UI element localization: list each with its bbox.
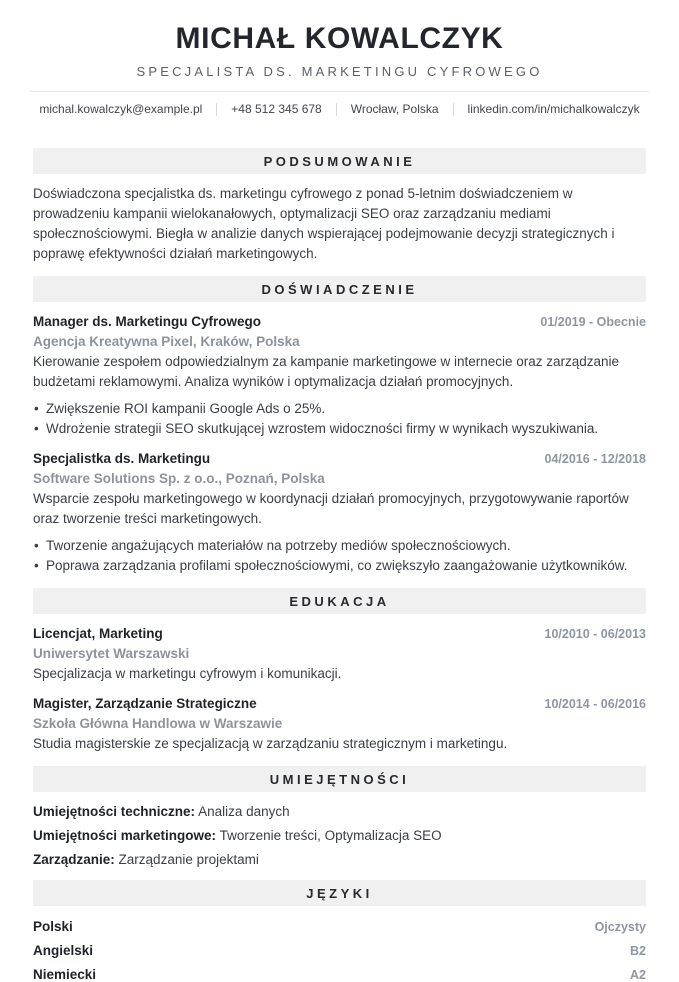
job-dates: 04/2016 - 12/2018	[544, 452, 646, 466]
bullet-item: • Poprawa zarządzania profilami społecznościowymi, co zwiększyło zaangażowanie użytkowników.	[33, 556, 646, 576]
language-name: Polski	[33, 919, 73, 934]
school-name: Szkoła Główna Handlowa w Warszawie	[33, 716, 283, 731]
skills-row	[33, 804, 646, 820]
section-header-bar	[33, 276, 646, 302]
job-role: Manager ds. Marketingu Cyfrowego	[33, 314, 262, 329]
skill-values: Zarządzanie projektami	[118, 852, 259, 867]
contact-separator	[336, 103, 337, 116]
language-row	[33, 919, 646, 934]
education-entry	[33, 626, 646, 684]
language-row	[33, 967, 646, 982]
degree-title: Magister, Zarządzanie Strategiczne	[33, 696, 257, 711]
experience-entry	[33, 451, 646, 576]
contact-email: michal.kowalczyk@example.pl	[39, 102, 203, 116]
section-summary	[0, 148, 679, 264]
section-title-education: EDUKACJA	[289, 593, 390, 609]
contact-linkedin: linkedin.com/in/michalkowalczyk	[467, 102, 640, 116]
job-description: Kierowanie zespołem odpowiedzialnym za kampanie marketingowe w internecie oraz zarządzanie budżetami reklamowymi. Analiza wyników i optymalizacja działań promocyjnych.	[33, 354, 620, 389]
candidate-title: SPECJALISTA DS. MARKETINGU CYFROWEGO	[136, 64, 543, 79]
resume-header	[0, 22, 679, 116]
skills-row	[33, 828, 646, 844]
contact-separator	[216, 103, 217, 116]
job-dates: 01/2019 - Obecnie	[540, 315, 646, 329]
contact-phone: +48 512 345 678	[231, 102, 322, 116]
education-dates: 10/2010 - 06/2013	[544, 627, 646, 641]
skill-category: Zarządzanie:	[33, 852, 115, 867]
education-entry	[33, 696, 646, 754]
section-title-languages: JĘZYKI	[306, 885, 373, 901]
section-experience	[0, 276, 679, 576]
language-level: A2	[630, 968, 646, 982]
job-description: Wsparcie zespołu marketingowego w koordynacji działań promocyjnych, przygotowywanie raportów oraz tworzenie treści marketingowych.	[33, 491, 629, 526]
skills-row	[33, 852, 646, 868]
degree-title: Licencjat, Marketing	[33, 626, 163, 641]
language-name: Niemiecki	[33, 967, 97, 982]
contact-location: Wrocław, Polska	[350, 102, 439, 116]
section-title-experience: DOŚWIADCZENIE	[261, 281, 418, 297]
job-achievements	[33, 399, 646, 439]
skill-values: Tworzenie treści, Optymalizacja SEO	[219, 828, 442, 843]
header-divider	[30, 91, 649, 92]
contact-bar	[0, 102, 679, 116]
education-description: Specjalizacja w marketingu cyfrowym i komunikacji.	[33, 666, 342, 681]
job-achievements	[33, 536, 646, 576]
school-name: Uniwersytet Warszawski	[33, 646, 190, 661]
skill-category: Umiejętności techniczne:	[33, 804, 196, 819]
summary-text: Doświadczona specjalistka ds. marketingu cyfrowego z ponad 5-letnim doświadczeniem w prowadzeniu kampanii wielokanałowych, optymalizacji SEO oraz zarządzaniu mediami społecznościowymi. Biegła w analizie danych wspierającej podejmowanie decyzji strategicznych i poprawę efektywności działań marketingowych.	[33, 186, 615, 261]
section-header-bar	[33, 766, 646, 792]
experience-entry	[33, 314, 646, 439]
job-company: Agencja Kreatywna Pixel, Kraków, Polska	[33, 334, 300, 349]
language-row	[33, 943, 646, 958]
candidate-name: MICHAŁ KOWALCZYK	[175, 22, 504, 55]
section-header-bar	[33, 148, 646, 174]
section-title-summary: PODSUMOWANIE	[263, 153, 416, 169]
job-company: Software Solutions Sp. z o.o., Poznań, Polska	[33, 471, 325, 486]
bullet-item: • Tworzenie angażujących materiałów na potrzeby mediów społecznościowych.	[33, 536, 646, 556]
job-role: Specjalistka ds. Marketingu	[33, 451, 211, 466]
section-header-bar	[33, 588, 646, 614]
bullet-item: • Zwiększenie ROI kampanii Google Ads o 25%.	[33, 399, 646, 419]
section-languages	[0, 880, 679, 982]
language-name: Angielski	[33, 943, 94, 958]
section-title-skills: UMIEJĘTNOŚCI	[269, 771, 410, 787]
section-education	[0, 588, 679, 754]
skill-category: Umiejętności marketingowe:	[33, 828, 217, 843]
contact-separator	[453, 103, 454, 116]
bullet-item: • Wdrożenie strategii SEO skutkującej wzrostem widoczności firmy w wynikach wyszukiwania.	[33, 419, 646, 439]
skill-values: Analiza danych	[198, 804, 290, 819]
education-dates: 10/2014 - 06/2016	[544, 697, 646, 711]
language-level: B2	[630, 944, 646, 958]
section-header-bar	[33, 880, 646, 906]
education-description: Studia magisterskie ze specjalizacją w zarządzaniu strategicznym i marketingu.	[33, 736, 508, 751]
language-level: Ojczysty	[594, 920, 646, 934]
section-skills	[0, 766, 679, 868]
